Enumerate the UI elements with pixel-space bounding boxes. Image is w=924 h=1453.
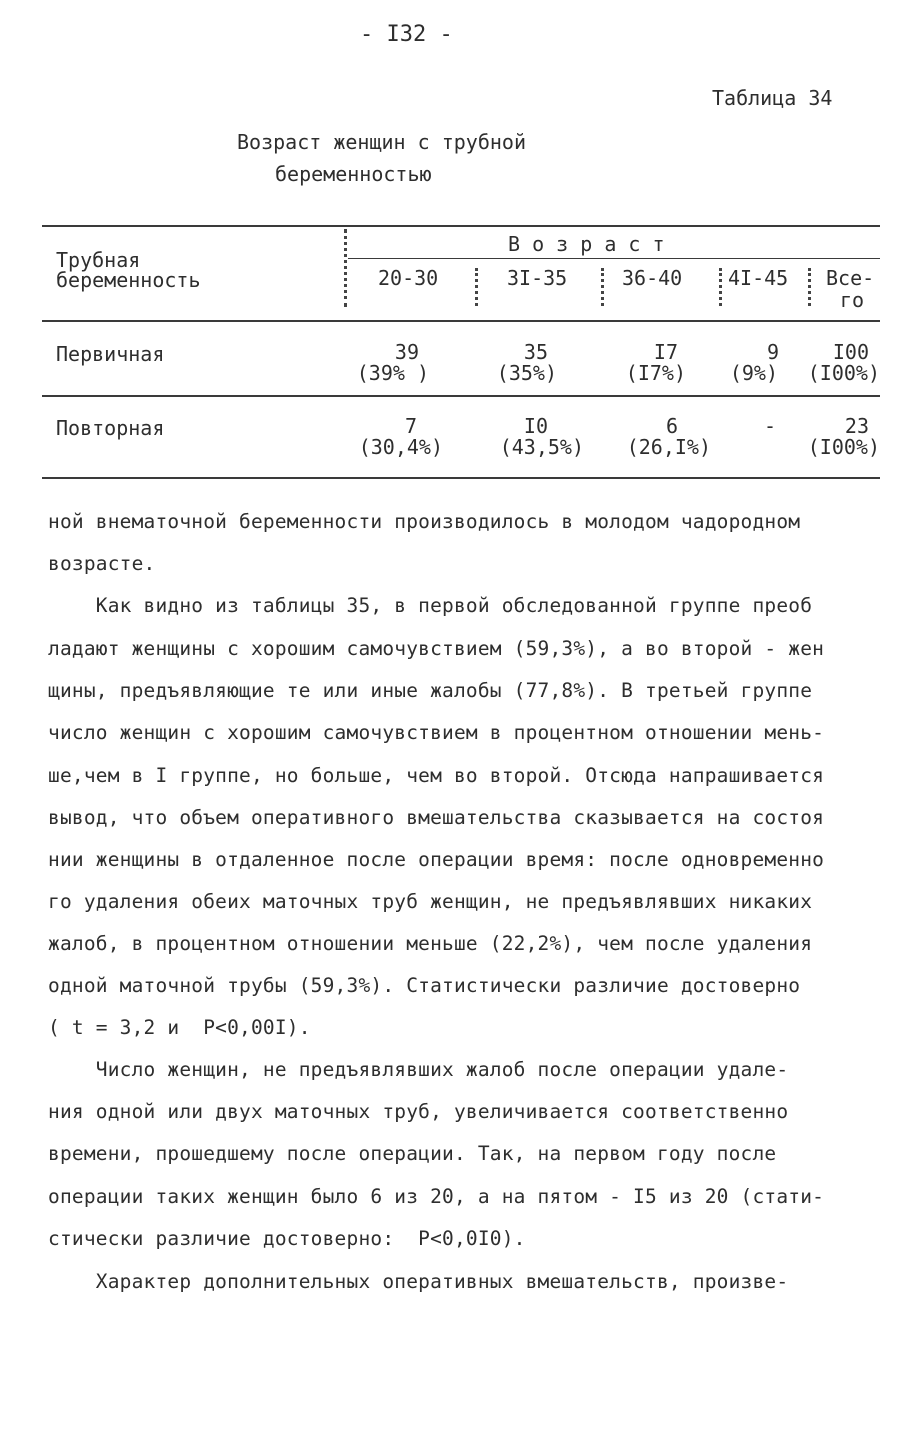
row-header-line-1: Трубная bbox=[56, 248, 141, 272]
age-group-rule bbox=[348, 258, 880, 259]
table-cell-count: 9 bbox=[766, 340, 779, 364]
table-title-line-2: беременностью bbox=[275, 162, 432, 186]
column-header-total-line-2: го bbox=[840, 288, 865, 312]
column-header-36-40: 36-40 bbox=[622, 266, 683, 290]
column-header-total-line-1: Все- bbox=[826, 266, 875, 290]
table-top-rule bbox=[42, 225, 880, 227]
table-cell-percent: (35%) bbox=[496, 361, 557, 385]
age-group-header: В о з р а с т bbox=[508, 232, 665, 256]
body-text-line: ладают женщины с хорошим самочувствием (59,3%), а во второй - жен bbox=[48, 637, 825, 660]
body-text-line: возрасте. bbox=[48, 552, 156, 575]
table-cell-percent: (9%) bbox=[729, 361, 778, 385]
column-header-20-30: 20-30 bbox=[378, 266, 439, 290]
table-cell-count: I7 bbox=[653, 340, 678, 364]
body-text-line: щины, предъявляющие те или иные жалобы (77,8%). В третьей группе bbox=[48, 679, 813, 702]
body-text-line: стически различие достоверно: P<0,0I0). bbox=[48, 1227, 526, 1250]
table-bottom-rule bbox=[42, 477, 880, 479]
table-cell-count: 39 bbox=[394, 340, 419, 364]
table-cell-count: I0 bbox=[523, 414, 548, 438]
table-cell-percent: (30,4%) bbox=[358, 435, 443, 459]
row-label-repeat: Повторная bbox=[56, 416, 165, 440]
table-cell-count: 35 bbox=[523, 340, 548, 364]
body-text-line: Число женщин, не предъявлявших жалоб после операции удале- bbox=[48, 1058, 789, 1081]
row-separator-rule bbox=[42, 395, 880, 397]
column-separator bbox=[475, 268, 478, 306]
table-cell-percent: (26,I%) bbox=[626, 435, 711, 459]
column-separator bbox=[808, 268, 811, 306]
row-label-primary: Первичная bbox=[56, 342, 165, 366]
table-label: Таблица 34 bbox=[712, 86, 833, 110]
body-text-line: ния одной или двух маточных труб, увеличивается соответственно bbox=[48, 1100, 789, 1123]
table-cell-percent: (I00%) bbox=[807, 435, 880, 459]
table-cell-count: - bbox=[763, 414, 776, 438]
table-cell-count: 6 bbox=[665, 414, 678, 438]
body-text-line: операции таких женщин было 6 из 20, а на пятом - I5 из 20 (стати- bbox=[48, 1185, 825, 1208]
body-text-line: Как видно из таблицы 35, в первой обследованной группе преоб bbox=[48, 594, 813, 617]
table-cell-percent: (43,5%) bbox=[499, 435, 584, 459]
body-text-line: ше,чем в I группе, но больше, чем во второй. Отсюда напрашивается bbox=[48, 764, 825, 787]
body-text-line: жалоб, в процентном отношении меньше (22,2%), чем после удаления bbox=[48, 932, 813, 955]
body-text-line: число женщин с хорошим самочувствием в процентном отношении мень- bbox=[48, 721, 825, 744]
table-cell-count: 7 bbox=[404, 414, 417, 438]
table-title-line-1: Возраст женщин с трубной bbox=[237, 130, 526, 154]
table-cell-percent: (I7%) bbox=[625, 361, 686, 385]
page-number: - I32 - bbox=[360, 22, 453, 47]
column-separator bbox=[719, 268, 722, 306]
table-cell-count: 23 bbox=[844, 414, 869, 438]
row-header-line-2: беременность bbox=[56, 268, 201, 292]
column-separator bbox=[344, 229, 347, 307]
body-text-line: ( t = 3,2 и P<0,00I). bbox=[48, 1016, 311, 1039]
body-text-line: времени, прошедшему после операции. Так, на первом году после bbox=[48, 1142, 777, 1165]
column-separator bbox=[601, 268, 604, 306]
body-text-line: Характер дополнительных оперативных вмешательств, произве- bbox=[48, 1270, 789, 1293]
table-cell-percent: (39% ) bbox=[356, 361, 429, 385]
column-header-41-45: 4I-45 bbox=[728, 266, 789, 290]
body-text-line: одной маточной трубы (59,3%). Статистически различие достоверно bbox=[48, 974, 801, 997]
table-cell-count: I00 bbox=[832, 340, 869, 364]
column-header-31-35: 3I-35 bbox=[507, 266, 568, 290]
body-text-line: го удаления обеих маточных труб женщин, не предъявлявших никаких bbox=[48, 890, 813, 913]
table-cell-percent: (I00%) bbox=[807, 361, 880, 385]
header-bottom-rule bbox=[42, 320, 880, 322]
body-text-line: вывод, что объем оперативного вмешательства сказывается на состоя bbox=[48, 806, 825, 829]
body-text-line: ной внематочной беременности производилось в молодом чадородном bbox=[48, 510, 801, 533]
body-text-line: нии женщины в отдаленное после операции время: после одновременно bbox=[48, 848, 825, 871]
